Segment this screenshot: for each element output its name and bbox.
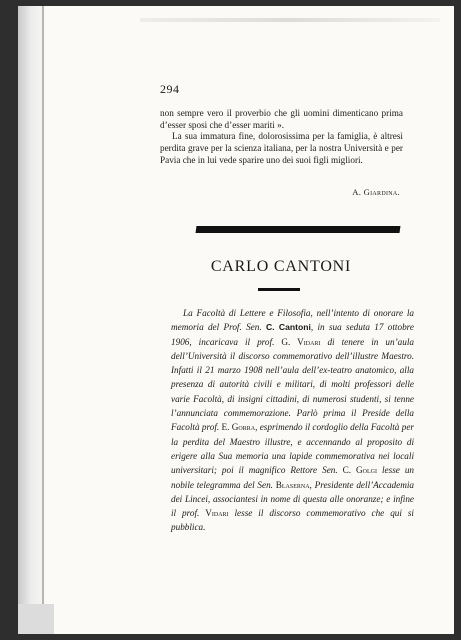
scan-bleed-mark <box>140 18 440 22</box>
person-name-vidari: G. Vidari <box>281 336 321 347</box>
author-signature: A. Giardina. <box>352 187 400 197</box>
body-text-segment: , Presidente dell’Accademia dei Lincei, associantesi in nome di questa alle onoranze; e infine il prof. <box>171 479 414 519</box>
heading-underline-rule <box>258 288 300 291</box>
person-name-blaserna: Blaserna <box>275 479 310 490</box>
person-name-vidari: Vidari <box>205 508 229 519</box>
body-text-segment: lesse un nobile telegramma del Sen. <box>171 465 415 490</box>
page-number: 294 <box>160 82 180 96</box>
article-body <box>171 306 414 535</box>
previous-article-ending <box>160 108 403 167</box>
person-name-cantoni: C. Cantoni <box>265 322 311 333</box>
body-text-segment: , esprimendo il cordoglio della Facoltà per la perdita del Maestro illustre, e accennando al proposito di erigere alla Sua memoria una lapide commemorativa nei locali universitari; poi il magnifico Rettore Sen. <box>171 422 414 476</box>
person-name-golgi: C. Golgi <box>342 465 378 476</box>
body-text-segment: La Facoltà di Lettere e Filosofia, nell’intento di onorare la memoria del Prof. Sen. <box>171 308 414 333</box>
body-text-segment: lesse il discorso commemorativo che qui si pubblica. <box>171 508 414 533</box>
person-name-gorra: E. Gorra <box>221 422 256 433</box>
body-text-segment: , in sua seduta 17 ottobre 1906, incaricava il prof. <box>171 322 414 347</box>
previous-article-line: non sempre vero il proverbio che gli uomini dimenticano prima d’esser sposi che d’esser mariti ». <box>160 108 403 130</box>
previous-article-paragraph: La sua immatura fine, dolorosissima per la famiglia, è altresì perdita grave per la scienza italiana, per la nostra Università e per Pavia che in lui vede sparire uno dei suoi figli migliori. <box>160 131 403 165</box>
page-corner-tab <box>18 604 54 634</box>
page-left-edge <box>18 6 44 634</box>
article-heading: CARLO CANTONI <box>210 258 352 275</box>
body-paragraph <box>171 306 414 535</box>
section-divider-rule <box>196 226 401 233</box>
body-text-segment: di tenere in un’aula dell’Università il discorso commemorativo dell’illustre Maestro. Infatti il 21 marzo 1908 nell’aula dell’ex-teatro anatomico, alla presenza di autorità civili e militari, di molti professori delle varie Facoltà, di insigni cittadini, di numerosi studenti, si tenne l’annunciata commemorazione. Parlò prima il Preside della Facoltà prof. <box>171 336 414 433</box>
page-fold-line <box>42 6 44 634</box>
